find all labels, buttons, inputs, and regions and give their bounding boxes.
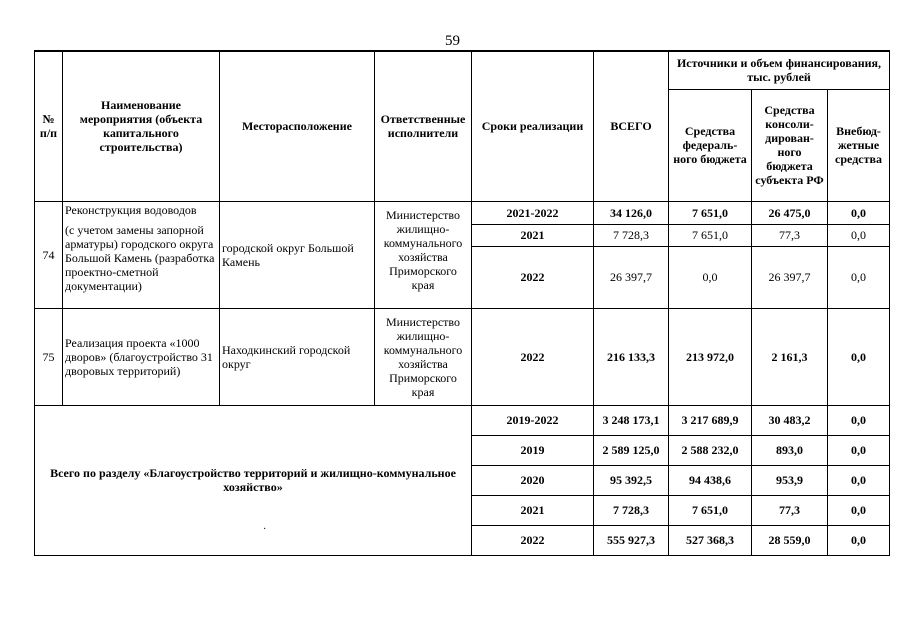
cell-regional: 77,3: [752, 495, 828, 525]
row-name-line2: (с учетом замены запорной арматуры) городского округа Большой Камень (разработка проектно-сметной документации): [65, 222, 215, 293]
row-name-line1: Реконструкция водоводов: [65, 202, 197, 217]
cell-federal: 7 651,0: [669, 224, 752, 246]
cell-extra: 0,0: [828, 465, 890, 495]
cell-extra: 0,0: [828, 435, 890, 465]
cell-period: 2022: [472, 525, 594, 555]
header-sources: Источники и объем финансирования, тыс. рублей: [669, 51, 890, 89]
cell-extra: 0,0: [828, 525, 890, 555]
cell-period: 2019: [472, 435, 594, 465]
cell-regional: 77,3: [752, 224, 828, 246]
cell-total: 2 589 125,0: [594, 435, 669, 465]
cell-federal: 3 217 689,9: [669, 405, 752, 435]
cell-period: 2020: [472, 465, 594, 495]
cell-total: 216 133,3: [594, 308, 669, 405]
cell-period: 2021-2022: [472, 201, 594, 224]
row-num: 75: [35, 308, 63, 405]
cell-regional: 30 483,2: [752, 405, 828, 435]
cell-federal: 527 368,3: [669, 525, 752, 555]
header-period: Сроки реализации: [472, 51, 594, 201]
cell-regional: 953,9: [752, 465, 828, 495]
cell-regional: 893,0: [752, 435, 828, 465]
summary-label: Всего по разделу «Благоустройство территорий и жилищно-коммунальное хозяйство»: [35, 405, 472, 555]
cell-total: 34 126,0: [594, 201, 669, 224]
cell-total: 3 248 173,1: [594, 405, 669, 435]
summary-row: [35, 405, 890, 435]
header-federal: Средства федераль-ного бюджета: [669, 89, 752, 201]
header-location: Месторасположение: [220, 51, 375, 201]
header-extra: Внебюд-жетные средства: [828, 89, 890, 201]
row-executor: Министерство жилищно-коммунального хозяйства Приморского края: [375, 308, 472, 405]
cell-total: 7 728,3: [594, 495, 669, 525]
cell-federal: 2 588 232,0: [669, 435, 752, 465]
cell-regional: 28 559,0: [752, 525, 828, 555]
page-number: 59: [445, 33, 460, 49]
header-total: ВСЕГО: [594, 51, 669, 201]
cell-total: 7 728,3: [594, 224, 669, 246]
cell-extra: 0,0: [828, 495, 890, 525]
cell-federal: 7 651,0: [669, 495, 752, 525]
header-regional: Средства консоли-дирован-ного бюджета субъекта РФ: [752, 89, 828, 201]
cell-extra: 0,0: [828, 246, 890, 308]
cell-federal: 213 972,0: [669, 308, 752, 405]
cell-total: 555 927,3: [594, 525, 669, 555]
header-executors: Ответственные исполнители: [375, 51, 472, 201]
cell-extra: 0,0: [828, 405, 890, 435]
cell-regional: 2 161,3: [752, 308, 828, 405]
scan-speck: ·: [263, 524, 267, 535]
row-location: городской округ Большой Камень: [220, 201, 375, 308]
cell-federal: 0,0: [669, 246, 752, 308]
cell-period: 2022: [472, 308, 594, 405]
row-num: 74: [35, 201, 63, 308]
row-name: Реализация проекта «1000 дворов» (благоустройство 31 дворовых территорий): [63, 308, 220, 405]
cell-period: 2021: [472, 495, 594, 525]
cell-period: 2019-2022: [472, 405, 594, 435]
cell-regional: 26 397,7: [752, 246, 828, 308]
cell-total: 95 392,5: [594, 465, 669, 495]
row-name: [63, 201, 220, 308]
cell-federal: 94 438,6: [669, 465, 752, 495]
table-row: [35, 308, 890, 405]
cell-extra: 0,0: [828, 224, 890, 246]
cell-regional: 26 475,0: [752, 201, 828, 224]
row-location: Находкинский городской округ: [220, 308, 375, 405]
cell-extra: 0,0: [828, 308, 890, 405]
cell-federal: 7 651,0: [669, 201, 752, 224]
header-num: № п/п: [35, 51, 63, 201]
row-executor: Министерство жилищно-коммунального хозяйства Приморского края: [375, 201, 472, 308]
cell-total: 26 397,7: [594, 246, 669, 308]
table-row: [35, 201, 890, 224]
cell-period: 2022: [472, 246, 594, 308]
financing-table: [34, 50, 890, 556]
header-name: Наименование мероприятия (объекта капитального строительства): [63, 51, 220, 201]
cell-extra: 0,0: [828, 201, 890, 224]
cell-period: 2021: [472, 224, 594, 246]
